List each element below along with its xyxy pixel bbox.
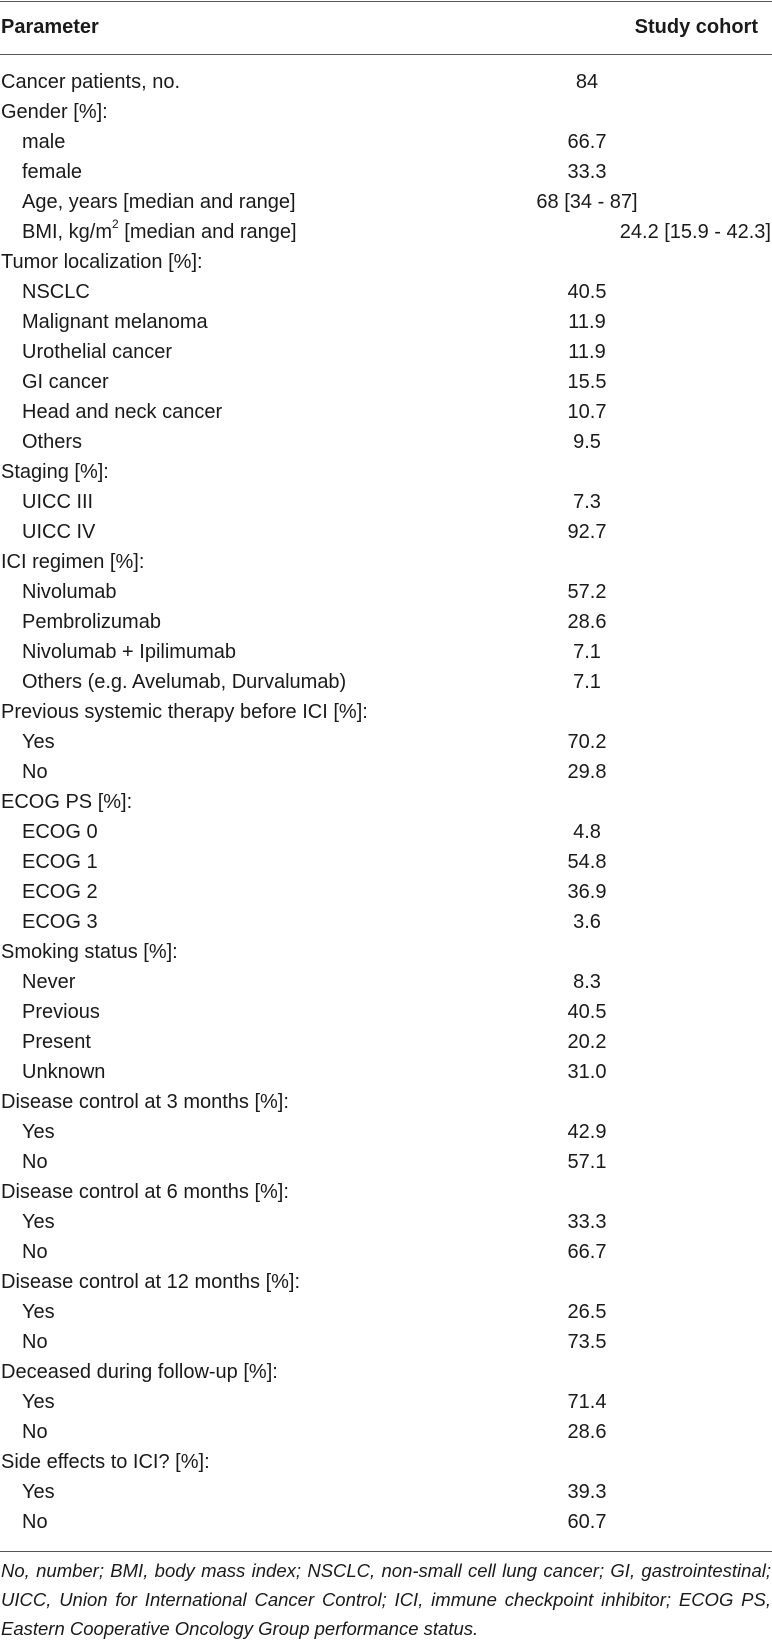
row-label-text: ECOG 1 [22, 851, 98, 873]
table-row [0, 67, 772, 97]
row-value: 15.5 [567, 371, 607, 393]
row-label-text: Previous [22, 1001, 100, 1023]
row-label [1, 547, 144, 577]
row-label [22, 667, 346, 697]
row-label-text: Nivolumab + Ipilimumab [22, 641, 236, 663]
table-row [0, 577, 772, 607]
row-label-text: Previous systemic therapy before ICI [%]: [1, 701, 368, 723]
row-label [22, 307, 208, 337]
table-row [0, 1297, 772, 1327]
row-value: 60.7 [567, 1511, 607, 1533]
row-value: 71.4 [567, 1391, 607, 1413]
row-value: 36.9 [567, 881, 607, 903]
row-label [22, 1207, 55, 1237]
table-row [0, 937, 772, 967]
table-row [0, 1447, 772, 1477]
table-row [0, 667, 772, 697]
table-row [0, 1267, 772, 1297]
row-label [22, 157, 82, 187]
row-label-text: NSCLC [22, 281, 90, 303]
table-row [0, 517, 772, 547]
row-value: 42.9 [567, 1121, 607, 1143]
row-label-text: No [22, 1151, 48, 1173]
row-value: 4.8 [573, 821, 601, 843]
table-row [0, 997, 772, 1027]
row-label-text: ECOG 0 [22, 821, 98, 843]
row-label [22, 967, 75, 997]
row-value: 10.7 [567, 401, 607, 423]
row-value: 57.2 [567, 581, 607, 603]
row-value: 40.5 [567, 281, 607, 303]
row-label-text: GI cancer [22, 371, 109, 393]
table-row [0, 1417, 772, 1447]
row-label-text: ECOG 2 [22, 881, 98, 903]
row-value: 66.7 [567, 1241, 607, 1263]
row-label-text: Present [22, 1031, 91, 1053]
row-value: 33.3 [567, 161, 607, 183]
row-label [22, 757, 48, 787]
table-row [0, 397, 772, 427]
table-row [0, 907, 772, 937]
row-label [22, 1477, 55, 1507]
row-label [22, 397, 222, 427]
row-label [22, 637, 236, 667]
row-label-text: Disease control at 3 months [%]: [1, 1091, 289, 1113]
table-header [0, 1, 772, 54]
row-label-text: UICC III [22, 491, 94, 513]
row-label-text: Unknown [22, 1061, 106, 1083]
row-label [1, 787, 132, 817]
row-label-text: Disease control at 6 months [%]: [1, 1181, 289, 1203]
table-bottom-rule [0, 1551, 772, 1552]
row-label-text: ECOG PS [%]: [1, 791, 133, 813]
row-label-text: Yes [22, 1211, 55, 1233]
row-value: 24.2 [15.9 - 42.3] [619, 221, 771, 243]
row-value: 84 [575, 71, 599, 93]
row-label [22, 877, 98, 907]
table-row [0, 157, 772, 187]
row-label-text: Pembrolizumab [22, 611, 161, 633]
table-row [0, 217, 772, 247]
table-row [0, 637, 772, 667]
row-label-text: Age, years [median and range] [22, 191, 296, 213]
row-value: 3.6 [573, 911, 601, 933]
row-value: 11.9 [568, 311, 606, 333]
row-label [22, 1327, 48, 1357]
row-label-text: No [22, 1241, 48, 1263]
row-label [1, 937, 178, 967]
row-label-text: Side effects to ICI? [%]: [1, 1451, 210, 1473]
row-label [1, 67, 180, 97]
row-label [22, 1057, 105, 1087]
table-row [0, 1057, 772, 1087]
row-value: 7.3 [573, 491, 601, 513]
table-row [0, 1387, 772, 1417]
table-row [0, 1357, 772, 1387]
table-row [0, 487, 772, 517]
row-label [22, 1147, 48, 1177]
row-value: 68 [34 - 87] [536, 191, 638, 213]
row-label [22, 517, 95, 547]
table-row [0, 607, 772, 637]
row-label [22, 1027, 91, 1057]
table-body [0, 67, 772, 1537]
row-value: 70.2 [567, 731, 607, 753]
row-value: 54.8 [567, 851, 607, 873]
table-row [0, 427, 772, 457]
row-label-text: Yes [22, 731, 55, 753]
table-row [0, 187, 772, 217]
row-label [22, 277, 90, 307]
row-value: 7.1 [573, 641, 601, 663]
row-label-text: Others (e.g. Avelumab, Durvalumab) [22, 671, 347, 693]
row-value: 57.1 [567, 1151, 607, 1173]
row-label-text: No [22, 1331, 48, 1353]
table-row [0, 727, 772, 757]
row-value: 9.5 [573, 431, 601, 453]
row-label [22, 817, 98, 847]
row-value: 28.6 [567, 611, 607, 633]
row-label-text: Malignant melanoma [22, 311, 208, 333]
table-row [0, 127, 772, 157]
row-label-text: Yes [22, 1121, 55, 1143]
row-label-text: Smoking status [%]: [1, 941, 178, 963]
row-label [1, 697, 368, 727]
table-row [0, 1507, 772, 1537]
row-value: 20.2 [567, 1031, 607, 1053]
row-label-text: Urothelial cancer [22, 341, 173, 363]
table-row [0, 787, 772, 817]
row-label-text: male [22, 131, 66, 153]
row-label [1, 1447, 210, 1477]
table-row [0, 1117, 772, 1147]
row-label [22, 1417, 48, 1447]
table-header-rule [0, 54, 772, 55]
row-value: 7.1 [573, 671, 601, 693]
row-label [22, 1297, 55, 1327]
table-footnote: No, number; BMI, body mass index; NSCLC, non-small cell lung cancer; GI, gastrointestinal; UICC, Union for International Cancer Control; ICI, immune checkpoint inhibitor; ECOG PS, Eastern Cooperative Oncology Group performance status. [1, 1560, 771, 1639]
table-row [0, 1027, 772, 1057]
row-label-suffix: [median and range] [118, 221, 297, 243]
row-label [22, 607, 161, 637]
row-value: 92.7 [567, 521, 607, 543]
header-study-cohort: Study cohort [634, 16, 758, 38]
row-label-text: No [22, 761, 48, 783]
table-row [0, 1177, 772, 1207]
row-value: 73.5 [567, 1331, 607, 1353]
row-label [22, 1507, 48, 1537]
row-label-text: Yes [22, 1391, 55, 1413]
row-label-text: Gender [%]: [1, 101, 108, 123]
row-label-text: Disease control at 12 months [%]: [1, 1271, 301, 1293]
row-label [22, 847, 98, 877]
row-label [1, 1177, 289, 1207]
row-value: 8.3 [573, 971, 601, 993]
row-label [1, 1267, 300, 1297]
table-row [0, 1147, 772, 1177]
table-row [0, 1477, 772, 1507]
row-value: 66.7 [567, 131, 607, 153]
header-parameter: Parameter [1, 16, 99, 38]
table-row [0, 967, 772, 997]
row-label [22, 907, 98, 937]
table-row [0, 757, 772, 787]
row-label-text: ICI regimen [%]: [1, 551, 145, 573]
table-row [0, 1237, 772, 1267]
row-label-text: Cancer patients, no. [1, 71, 180, 93]
table-row [0, 457, 772, 487]
row-value: 33.3 [567, 1211, 607, 1233]
row-label-text: Deceased during follow-up [%]: [1, 1361, 278, 1383]
row-value: 26.5 [567, 1301, 607, 1323]
row-label-text: Never [22, 971, 76, 993]
row-value: 31.0 [567, 1061, 607, 1083]
row-label [22, 427, 82, 457]
table-row [0, 367, 772, 397]
row-label-text: Yes [22, 1301, 55, 1323]
row-label [22, 487, 93, 517]
row-label [22, 1237, 48, 1267]
row-label [22, 727, 55, 757]
row-value: 28.6 [567, 1421, 607, 1443]
row-label [22, 1117, 55, 1147]
row-label [22, 127, 65, 157]
row-label-text: No [22, 1511, 48, 1533]
row-label [22, 337, 172, 367]
row-label [1, 247, 203, 277]
table-row [0, 307, 772, 337]
table-row [0, 847, 772, 877]
table-row [0, 1087, 772, 1117]
row-label-text: Head and neck cancer [22, 401, 223, 423]
table-row [0, 877, 772, 907]
table-row [0, 337, 772, 367]
row-label-text: BMI, kg/m [22, 221, 113, 243]
row-label-text: No [22, 1421, 48, 1443]
row-label-text: Nivolumab [22, 581, 117, 603]
row-label [1, 1357, 278, 1387]
row-value: 29.8 [567, 761, 607, 783]
row-label-text: Staging [%]: [1, 461, 109, 483]
table-row [0, 97, 772, 127]
row-label [22, 1387, 55, 1417]
row-label [1, 457, 109, 487]
table-row [0, 697, 772, 727]
row-label-text: female [22, 161, 83, 183]
row-label [22, 577, 116, 607]
table-row [0, 817, 772, 847]
row-value: 11.9 [568, 341, 606, 363]
row-label-text: Others [22, 431, 83, 453]
row-label-text: UICC IV [22, 521, 96, 543]
row-label-text: Tumor localization [%]: [1, 251, 203, 273]
row-label [22, 997, 100, 1027]
table-row [0, 1207, 772, 1237]
table-row [0, 277, 772, 307]
row-label-text: Yes [22, 1481, 55, 1503]
table-row [0, 247, 772, 277]
row-label [22, 217, 297, 247]
row-value: 39.3 [567, 1481, 607, 1503]
table-row [0, 1327, 772, 1357]
table-row [0, 547, 772, 577]
row-label [1, 1087, 289, 1117]
row-label [22, 367, 109, 397]
row-label [1, 97, 108, 127]
row-label-text: ECOG 3 [22, 911, 98, 933]
row-label-superscript: 2 [112, 217, 119, 232]
row-label [22, 187, 296, 217]
row-value: 40.5 [567, 1001, 607, 1023]
